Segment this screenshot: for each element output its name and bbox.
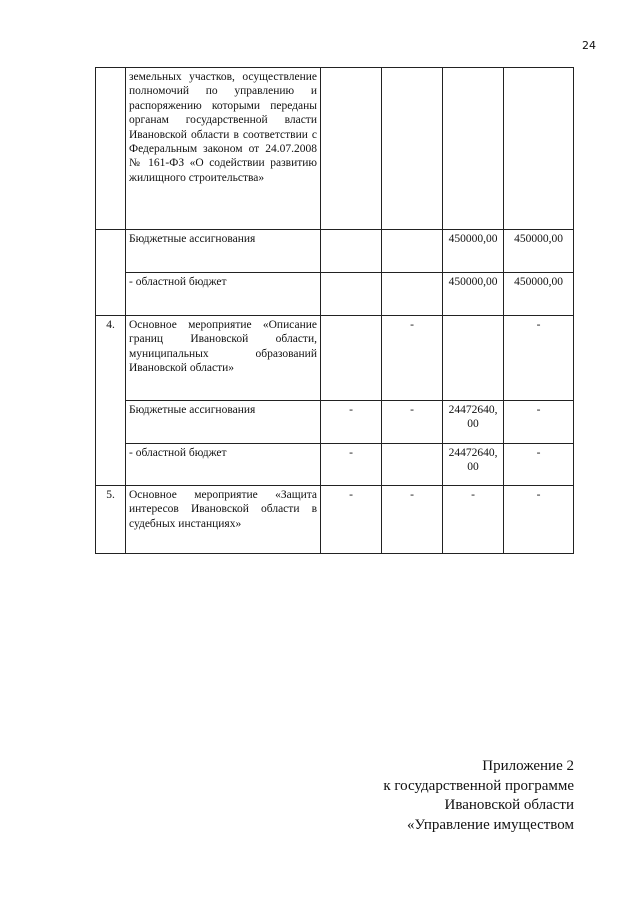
cell-value: -	[504, 444, 574, 486]
appendix-line: к государственной программе	[383, 777, 574, 794]
budget-table	[95, 67, 574, 554]
cell-value: -	[504, 486, 574, 554]
table-row-regional-budget	[96, 444, 574, 486]
cell-value: -	[321, 401, 382, 444]
cell-number: 5.	[96, 486, 126, 554]
cell-value	[504, 68, 574, 230]
cell-value: 450000,00	[443, 230, 504, 273]
table-row-budget-allocations	[96, 401, 574, 444]
cell-value: 24472640,00	[443, 444, 504, 486]
cell-value: -	[382, 401, 443, 444]
row-label: Бюджетные ассигнования	[126, 230, 321, 273]
appendix-line: Ивановской области	[444, 797, 574, 813]
cell-value: 24472640,00	[443, 401, 504, 444]
cell-number	[96, 68, 126, 230]
cell-value	[443, 316, 504, 401]
cell-value	[321, 273, 382, 316]
cell-value: 450000,00	[504, 230, 574, 273]
cell-value: -	[382, 316, 443, 401]
page-number: 24	[582, 39, 596, 52]
appendix-heading	[383, 757, 574, 835]
table-row-continuation	[96, 68, 574, 230]
cell-value: -	[321, 444, 382, 486]
cell-value: -	[504, 316, 574, 401]
cell-number	[96, 230, 126, 316]
table-row-regional-budget	[96, 273, 574, 316]
cell-value	[382, 273, 443, 316]
cell-value	[321, 68, 382, 230]
cell-value: 450000,00	[443, 273, 504, 316]
cell-value	[321, 230, 382, 273]
cell-value: -	[321, 486, 382, 554]
cell-value	[382, 68, 443, 230]
table-row-item-4	[96, 316, 574, 401]
row-label: Бюджетные ассигнования	[126, 401, 321, 444]
cell-value	[443, 68, 504, 230]
row-description: Основное мероприятие «Описание границ Ивановской области, муниципальных образований Ивановской области»	[126, 316, 321, 401]
cell-value	[321, 316, 382, 401]
appendix-title: Приложение 2	[482, 758, 574, 774]
cell-value: -	[443, 486, 504, 554]
cell-value: 450000,00	[504, 273, 574, 316]
row-label: - областной бюджет	[126, 273, 321, 316]
cell-value: -	[382, 486, 443, 554]
table-row-item-5	[96, 486, 574, 554]
row-description: земельных участков, осуществление полномочий по управлению и распоряжению которыми переданы органам государственной власти Ивановской области в соответствии с Федеральным законом от 24.07.2008 № 161-ФЗ «О содействии развитию жилищного строительства»	[126, 68, 321, 230]
cell-value: -	[504, 401, 574, 444]
row-label: - областной бюджет	[126, 444, 321, 486]
table-row-budget-allocations	[96, 230, 574, 273]
cell-value	[382, 230, 443, 273]
cell-value	[382, 444, 443, 486]
cell-number: 4.	[96, 316, 126, 486]
row-description: Основное мероприятие «Защита интересов Ивановской области в судебных инстанциях»	[126, 486, 321, 554]
appendix-line: «Управление имуществом	[407, 816, 574, 833]
